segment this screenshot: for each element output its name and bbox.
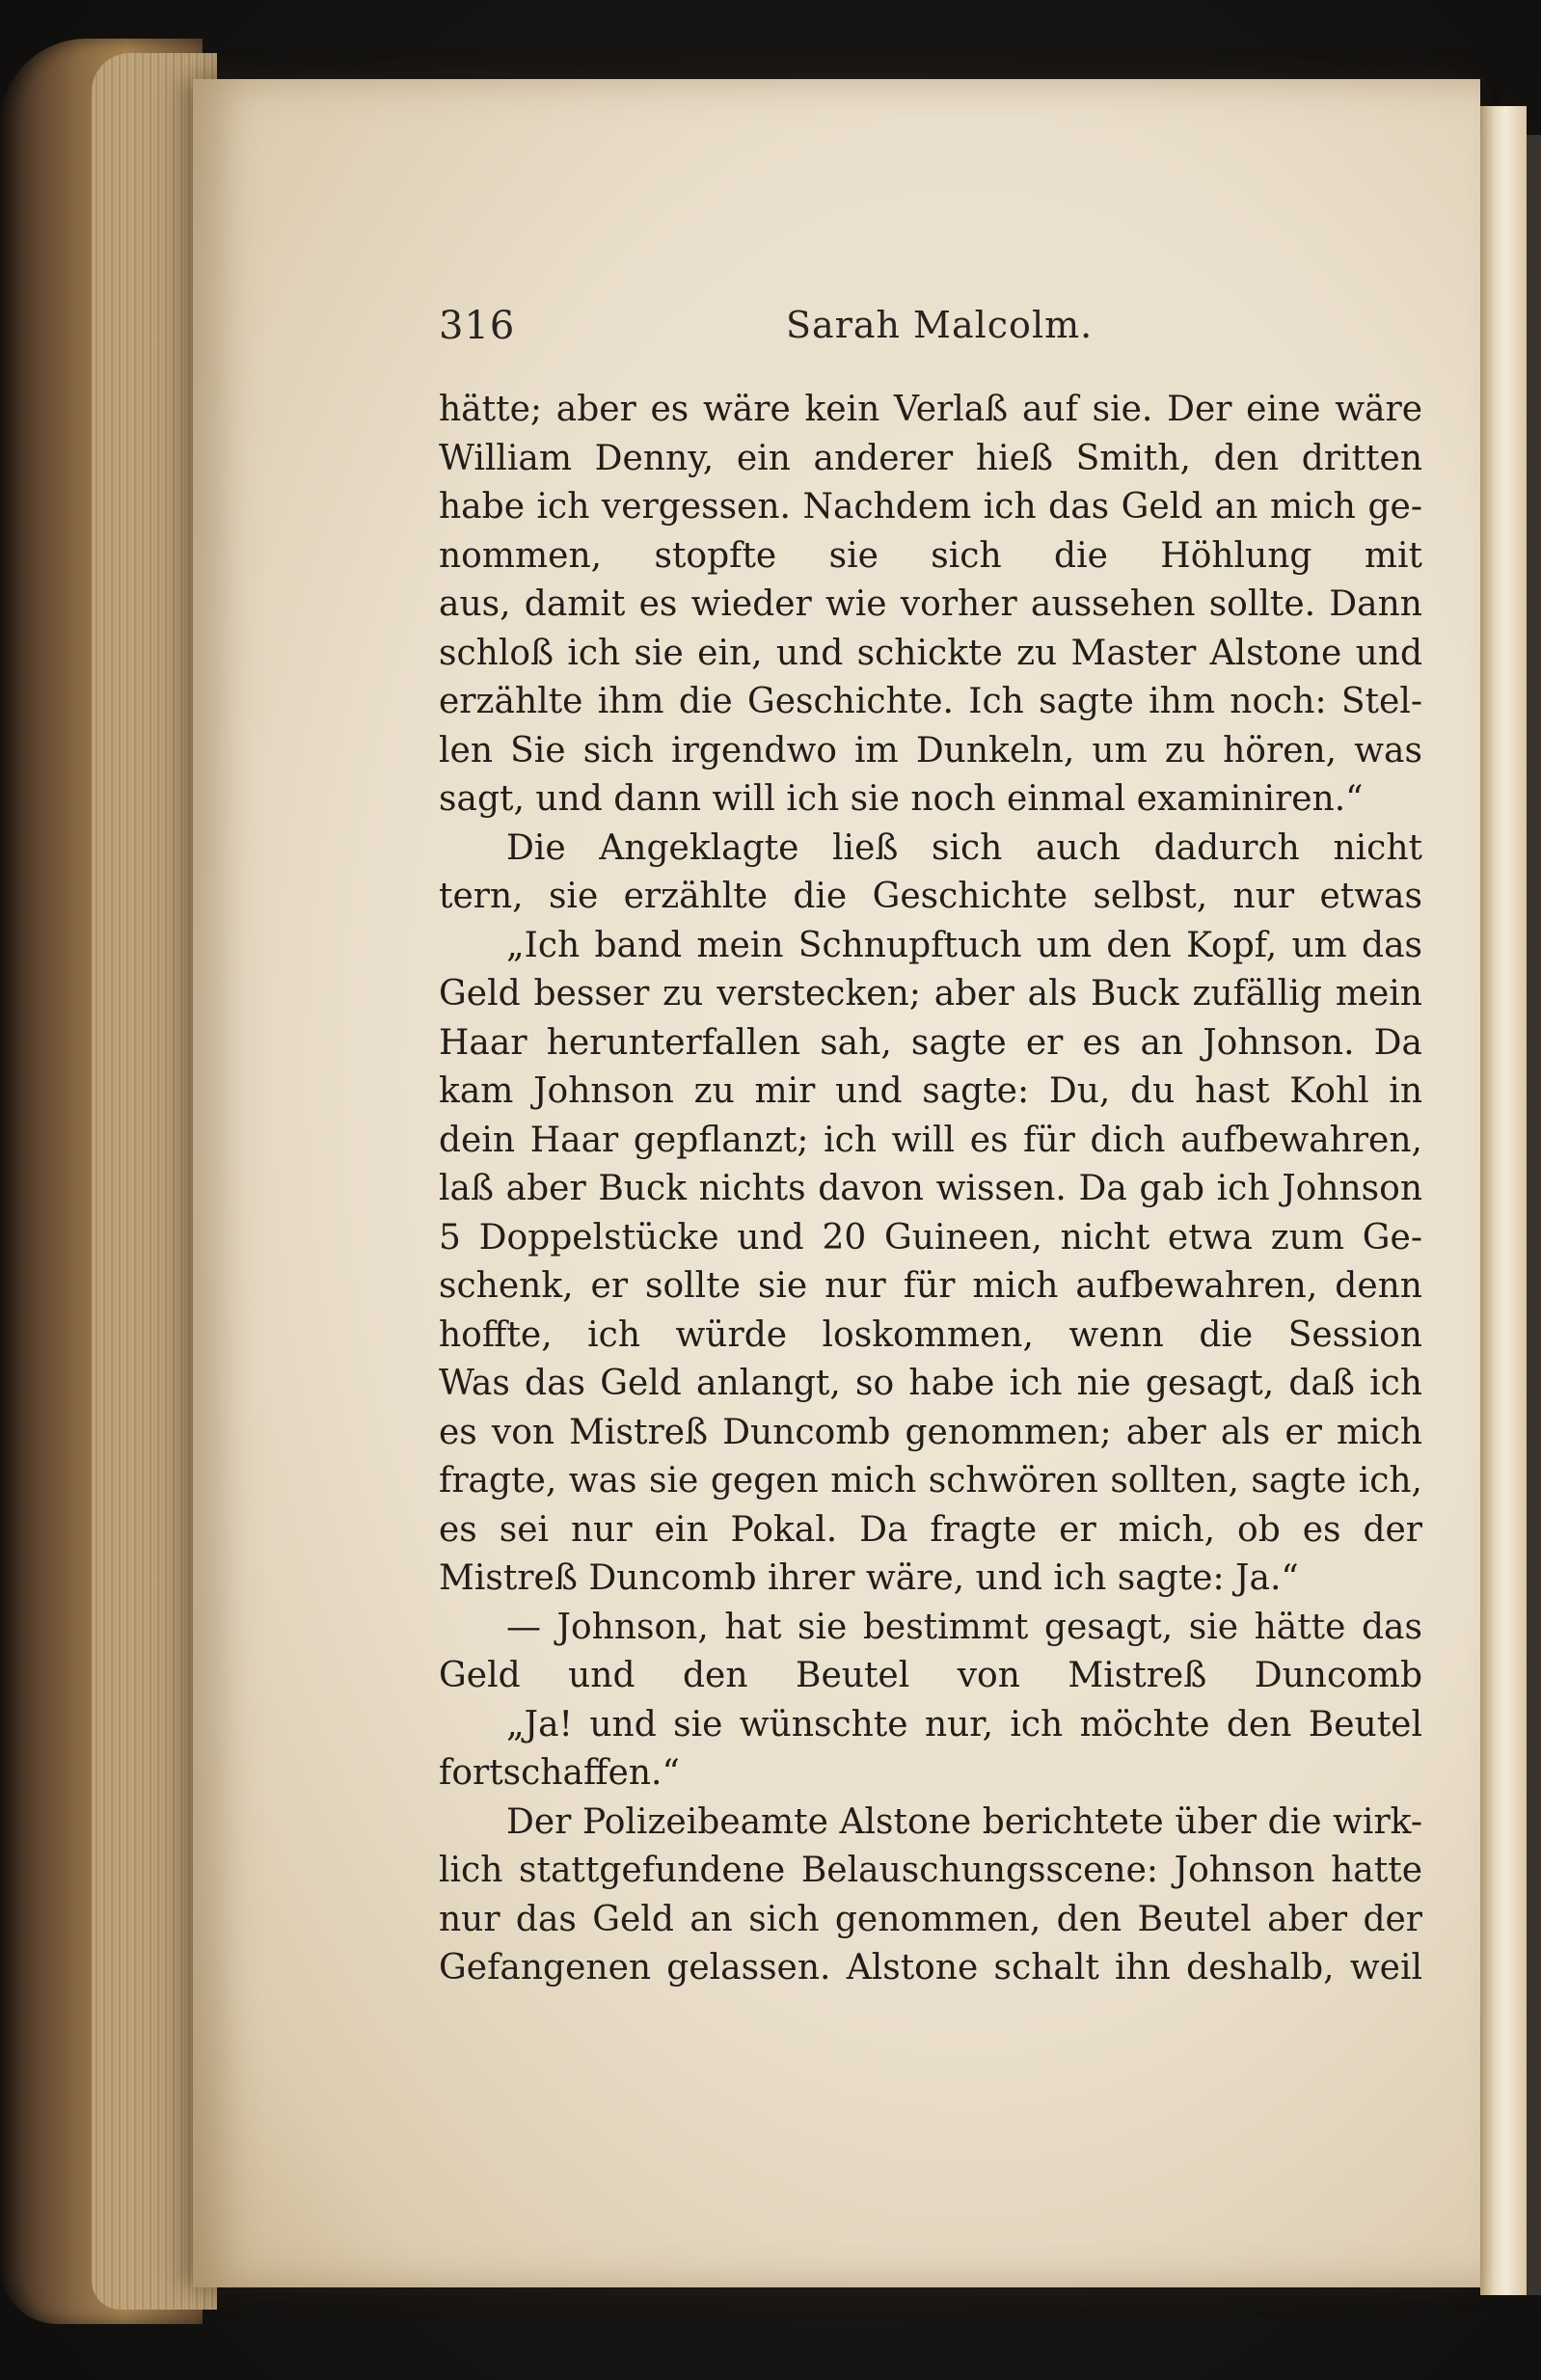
text-line: aus, damit es wieder wie vorher aussehen sollte. Dann — [439, 584, 1422, 624]
text-line: — Johnson, hat sie bestimmt gesagt, sie hätte das — [506, 1607, 1422, 1647]
text-line: fortschaffen.“ — [439, 1753, 680, 1793]
text-line: schloß ich sie ein, und schickte zu Master Alstone und — [439, 633, 1422, 673]
text-line: kam Johnson zu mir und sagte: Du, du hast Kohl in — [439, 1071, 1422, 1111]
text-line: „Ich band mein Schnupftuch um den Kopf, um das — [506, 925, 1422, 965]
text-line: erzählte ihm die Geschichte. Ich sagte ihm noch: Stel- — [439, 682, 1422, 721]
text-line: dein Haar gepflanzt; ich will es für dich aufbewahren, — [439, 1120, 1422, 1160]
text-line: Geld besser zu verstecken; aber als Buck zufällig mein — [439, 974, 1422, 1014]
text-line: hätte; aber es wäre kein Verlaß auf sie. Der eine wäre — [439, 390, 1422, 429]
text-line: fragte, was sie gegen mich schwören sollten, sagte ich, — [439, 1461, 1422, 1501]
text-line: hoffte, ich würde loskommen, wenn die Session — [439, 1314, 1422, 1355]
text-line: habe ich vergessen. Nachdem ich das Geld an mich ge- — [439, 487, 1422, 527]
page-number: 316 — [439, 304, 516, 348]
text-line: Die Angeklagte ließ sich auch dadurch nicht — [506, 827, 1422, 868]
text-line: lich stattgefundene Belauschungsscene: Johnson hatte — [439, 1851, 1422, 1890]
text-line: laß aber Buck nichts davon wissen. Da gab ich Johnson — [439, 1169, 1422, 1208]
text-line: es sei nur ein Pokal. Da fragte er mich, ob es der — [439, 1509, 1422, 1550]
text-line: Mistreß Duncomb ihrer wäre, und ich sagte: Ja.“ — [439, 1558, 1299, 1598]
text-line: Geld und den Beutel von Mistreß Duncomb — [439, 1656, 1422, 1695]
text-line: tern, sie erzählte die Geschichte selbst, nur etwas — [439, 877, 1422, 916]
text-line: nommen, stopfte sie sich die Höhlung mit — [439, 535, 1422, 576]
text-line: Was das Geld anlangt, so habe ich nie gesagt, daß ich — [439, 1364, 1422, 1403]
facing-page-shadow — [1527, 135, 1541, 2295]
text-line: 5 Doppelstücke und 20 Guineen, nicht etwa zum Ge- — [439, 1217, 1422, 1258]
text-line: Der Polizeibeamte Alstone berichtete über die wirk- — [506, 1801, 1422, 1842]
text-line: „Ja! und sie wünschte nur, ich möchte den Beutel — [506, 1704, 1422, 1744]
text-line: Gefangenen gelassen. Alstone schalt ihn deshalb, weil — [439, 1948, 1422, 1988]
text-line: sagt, und dann will ich sie noch einmal examiniren.“ — [439, 779, 1364, 819]
text-line: William Denny, ein anderer hieß Smith, den dritten — [439, 438, 1422, 478]
body-text — [439, 386, 1422, 1993]
text-line: Haar herunterfallen sah, sagte er es an Johnson. Da — [439, 1022, 1422, 1063]
facing-page-edge — [1480, 106, 1527, 2295]
page-header — [439, 304, 1422, 362]
text-line: schenk, er sollte sie nur für mich aufbewahren, denn — [439, 1266, 1422, 1306]
text-line: nur das Geld an sich genommen, den Beutel aber der — [439, 1899, 1422, 1939]
text-line: len Sie sich irgendwo im Dunkeln, um zu hören, was — [439, 730, 1422, 771]
running-head: Sarah Malcolm. — [786, 304, 1094, 346]
text-line: es von Mistreß Duncomb genommen; aber als er mich — [439, 1412, 1422, 1452]
